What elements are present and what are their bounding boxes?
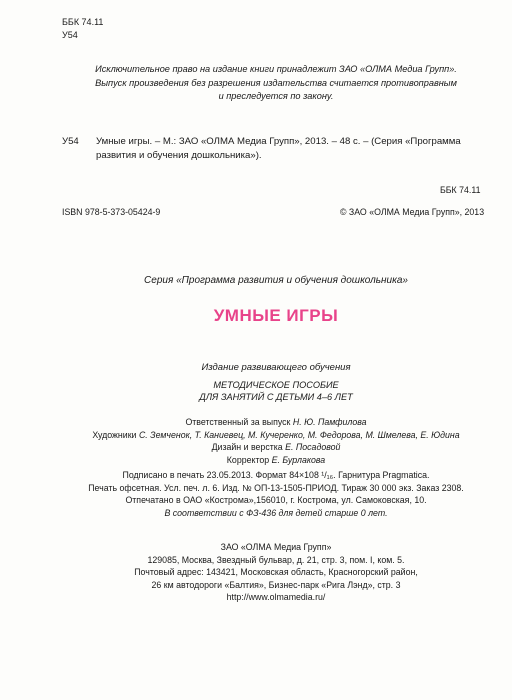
rights-line: Выпуск произведения без разрешения издательства считается противоправным [95, 77, 457, 88]
credit-name: С. Земченок, Т. Каниевец, М. Кучеренко, М. Федорова, М. Шмелева, Е. Юдина [138, 429, 460, 440]
rights-notice [40, 63, 512, 104]
isbn: ISBN 978-5-373-05424-9 [62, 207, 161, 217]
print-line: Отпечатано в ОАО «Кострома»,156010, г. Кострома, ул. Самоковская, 10. [125, 495, 427, 505]
publisher-website[interactable]: http://www.olmamedia.ru/ [226, 592, 326, 602]
bbk-code: ББК 74.11 [62, 17, 104, 27]
book-title: УМНЫЕ ИГРЫ [213, 306, 339, 325]
credits [40, 416, 512, 466]
copyright: © ЗАО «ОЛМА Медиа Групп», 2013 [340, 207, 485, 217]
udk-code: У54 [62, 30, 78, 40]
publisher-name: ЗАО «ОЛМА Медиа Групп» [220, 542, 332, 552]
catalog-line: Умные игры. – М.: ЗАО «ОЛМА Медиа Групп», 2013. – 48 с. – (Серия «Программа [96, 136, 461, 147]
print-line: Подписано в печать 23.05.2013. Формат 84×108 ¹/₁₆. Гарнитура Pragmatica. [122, 470, 430, 480]
print-details [40, 469, 512, 519]
credit-name: Н. Ю. Памфилова [292, 417, 367, 427]
rights-line: Исключительное право на издание книги принадлежит ЗАО «ОЛМА Медиа Групп». [95, 64, 457, 74]
credit-artists [40, 429, 512, 442]
publisher-info [40, 541, 512, 604]
rights-line: и преследуется по закону. [218, 91, 334, 101]
top-classification [62, 16, 103, 42]
credit-role: Художники [92, 429, 137, 440]
credit-design [40, 441, 512, 454]
publisher-postal: 26 км автодороги «Балтия», Бизнес-парк «Рига Лэнд», стр. 3 [151, 579, 401, 590]
series-name: Серия «Программа развития и обучения дошкольника» [144, 275, 408, 286]
method-line: МЕТОДИЧЕСКОЕ ПОСОБИЕ [213, 380, 339, 390]
print-line: Печать офсетная. Усл. печ. л. 6. Изд. № ОП-13-1505-ПРИОД. Тираж 30 000 экз. Заказ 2308. [88, 482, 464, 493]
credit-role: Корректор [226, 454, 270, 465]
catalog-code: У54 [62, 136, 79, 147]
credit-corrector [40, 454, 512, 467]
credit-role: Дизайн и верстка [211, 442, 283, 452]
publisher-address: 129085, Москва, Звездный бульвар, д. 21, стр. 3, пом. I, ком. 5. [147, 554, 405, 565]
credit-name: Е. Посадовой [285, 442, 341, 452]
method-line: ДЛЯ ЗАНЯТИЙ С ДЕТЬМИ 4–6 ЛЕТ [199, 391, 353, 402]
credit-name: Е. Бурлакова [271, 454, 326, 465]
catalog-entry [62, 135, 461, 161]
method-subtitle [40, 380, 512, 403]
credit-role: Ответственный за выпуск [185, 417, 291, 427]
credit-responsible [40, 416, 512, 429]
edition-type: Издание развивающего обучения [201, 362, 351, 373]
publisher-postal: Почтовый адрес: 143421, Московская область, Красногорский район, [134, 567, 418, 577]
catalog-bbk: ББК 74.11 [440, 185, 481, 195]
catalog-line: развития и обучения дошкольника»). [96, 149, 262, 161]
catalog-description [96, 135, 496, 162]
age-rating: В соответствии с ФЗ-436 для детей старше 0 лет. [164, 507, 388, 518]
